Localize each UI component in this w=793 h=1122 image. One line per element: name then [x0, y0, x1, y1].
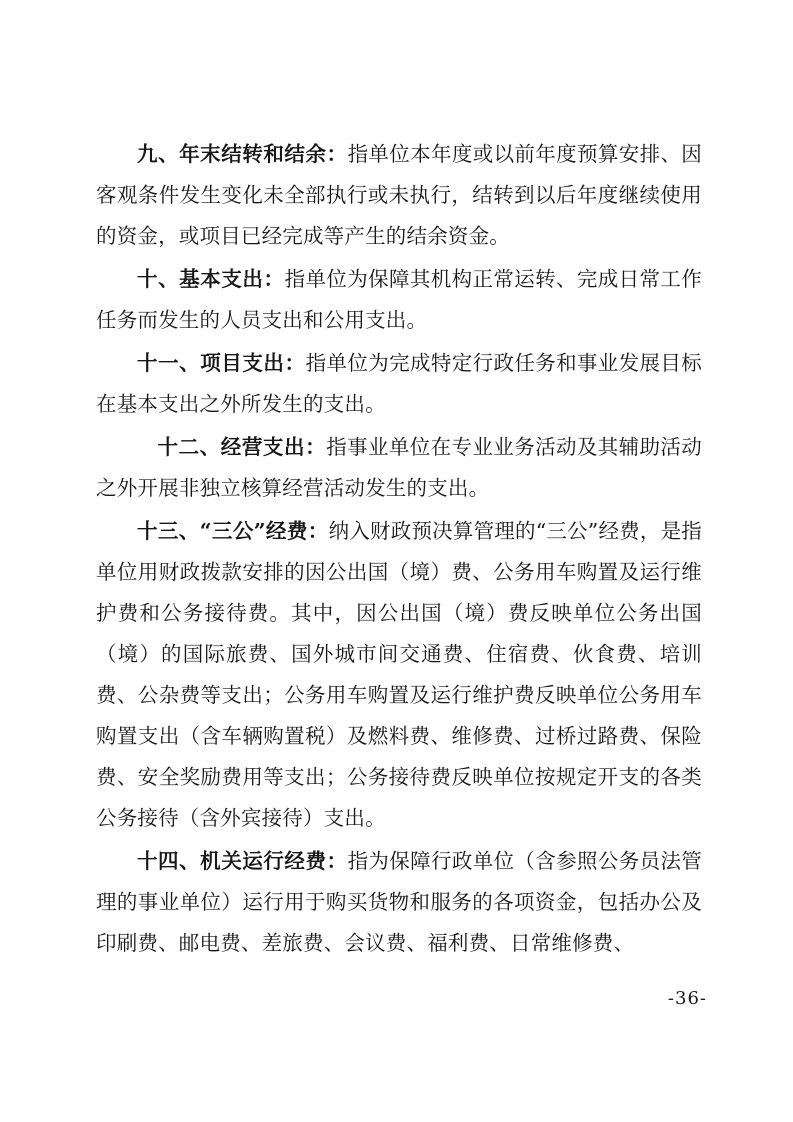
paragraph-lead-item-10: 十、基本支出：: [137, 267, 285, 291]
page-number: -36-: [667, 988, 707, 1009]
paragraph-text-item-13: 纳入财政预决算管理的“三公”经费，是指单位用财政拨款安排的因公出国（境）费、公务用车购置及运行维护费和公务接待费。其中，因公出国（境）费反映单位公务出国（境）的国际旅费、国外城市间交通费、住宿费、伙食费、培训费、公杂费等支出；公务用车购置及运行维护费反映单位公务用车购置支出（含车辆购置税）及燃料费、维修费、过桥过路费、保险费、安全奖励费用等支出；公务接待费反映单位按规定开支的各类公务接待（含外宾接待）支出。: [96, 519, 702, 830]
paragraph-text-item-09: 指单位本年度或以前年度预算安排、因客观条件发生变化未全部执行或未执行，结转到以后年度继续使用的资金，或项目已经完成等产生的结余资金。: [96, 142, 702, 248]
paragraph-lead-item-11: 十一、项目支出：: [137, 351, 306, 375]
paragraph-lead-item-13: 十三、“三公”经费：: [137, 519, 329, 543]
paragraph-text-item-10: 指单位为保障其机构正常运转、完成日常工作任务而发生的人员支出和公用支出。: [96, 267, 702, 332]
paragraph-lead-item-14: 十四、机关运行经费：: [137, 849, 348, 873]
paragraph-lead-item-09: 九、年末结转和结余：: [137, 142, 348, 166]
paragraph-item-12: [96, 427, 702, 509]
paragraph-text-item-14: 指为保障行政单位（含参照公务员法管理的事业单位）运行用于购买货物和服务的各项资金，包括办公及印刷费、邮电费、差旅费、会议费、福利费、日常维修费、: [96, 849, 702, 955]
paragraph-text-item-12: 指事业单位在专业业务活动及其辅助活动之外开展非独立核算经营活动发生的支出。: [96, 435, 702, 500]
paragraph-item-14: [96, 841, 702, 964]
paragraph-item-11: [96, 343, 702, 425]
paragraph-lead-item-12: 十二、经营支出：: [157, 435, 327, 459]
paragraph-item-09: [96, 134, 702, 257]
paragraph-text-item-11: 指单位为完成特定行政任务和事业发展目标在基本支出之外所发生的支出。: [96, 351, 702, 416]
paragraph-item-10: [96, 259, 702, 341]
paragraph-item-13: [96, 511, 702, 839]
document-body: [96, 134, 702, 966]
